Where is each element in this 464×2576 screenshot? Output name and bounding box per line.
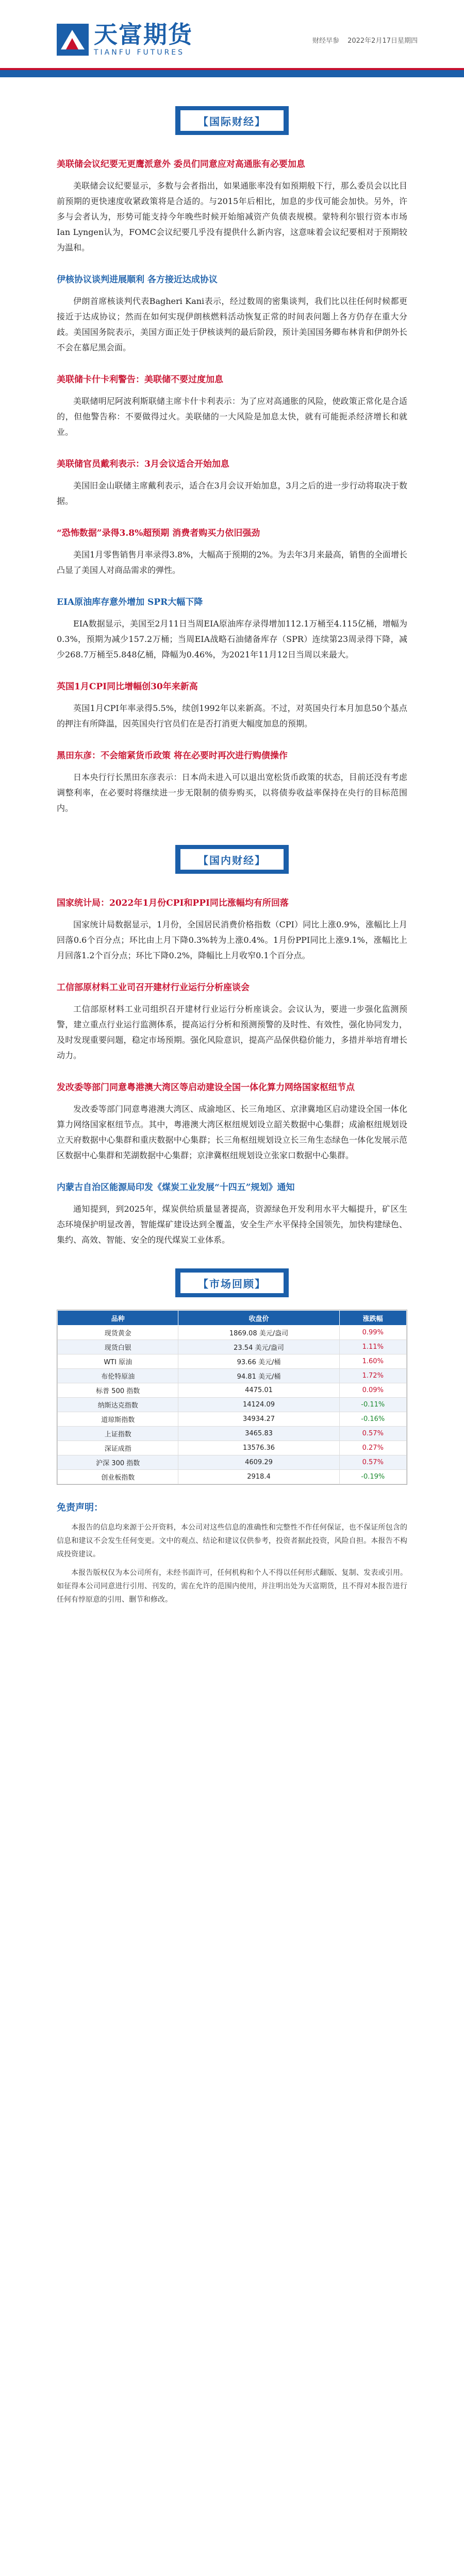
cell-change: -0.16% bbox=[339, 1412, 406, 1427]
section-banner-international bbox=[175, 106, 289, 135]
news-body: EIA数据显示，美国至2月11日当周EIA原油库存录得增加112.1万桶至4.115亿桶，增幅为0.3%，预期为减少157.2万桶；当周EIA战略石油储备库存（SPR）连续第23周录得下降，减少268.7万桶至5.848亿桶，降幅为0.46%，为2021年11月12日当周以来最大。 bbox=[57, 619, 407, 659]
logo-mark-icon bbox=[57, 24, 89, 56]
cell-change: 1.72% bbox=[339, 1369, 406, 1383]
news-title: 美联储会议纪要无更鹰派意外 委员们同意应对高通胀有必要加息 bbox=[57, 159, 305, 170]
news-item bbox=[57, 373, 407, 440]
news-item bbox=[57, 1081, 407, 1163]
report-name: 财经早参 bbox=[312, 37, 339, 45]
cell-name: 纳斯达克指数 bbox=[58, 1398, 178, 1412]
cell-name: 道琼斯指数 bbox=[58, 1412, 178, 1427]
cell-change: 0.99% bbox=[339, 1326, 406, 1340]
table-row bbox=[58, 1383, 407, 1398]
table-row bbox=[58, 1470, 407, 1484]
cell-change: 0.09% bbox=[339, 1383, 406, 1398]
table-row bbox=[58, 1427, 407, 1441]
cell-name: 沪深 300 指数 bbox=[58, 1455, 178, 1470]
news-item bbox=[57, 158, 407, 256]
news-item bbox=[57, 680, 407, 732]
column-header: 收盘价 bbox=[178, 1311, 339, 1326]
brand-name-en: TIANFU FUTURES bbox=[94, 48, 185, 57]
cell-price: 1869.08 美元/盎司 bbox=[178, 1326, 339, 1340]
disclaimer-title: 免责声明： bbox=[57, 1502, 103, 1513]
news-item bbox=[57, 896, 407, 963]
news-body: 通知提到，到2025年，煤炭供给质量显著提高，资源绿色开发利用水平大幅提升，矿区生态环境保护明显改善，智能煤矿建设达到全覆盖，安全生产水平保持全国领先，加快构建绿色、集约、高效、智能、安全的现代煤炭工业体系。 bbox=[57, 1204, 407, 1245]
cell-price: 14124.09 bbox=[178, 1398, 339, 1412]
market-table bbox=[57, 1310, 407, 1485]
header bbox=[0, 0, 464, 77]
news-item bbox=[57, 1181, 407, 1248]
news-body: 伊朗首席核谈判代表Bagheri Kani表示，经过数周的密集谈判，我们比以往任何时候都更接近于达成协议；然而在如何实现伊朗核燃料活动恢复正常的时间表问题上各方仍存在重大分歧。美国国务院表示，美国方面正处于伊核谈判的最后阶段，预计美国国务卿布林肯和伊朗外长不会在慕尼黑会面。 bbox=[57, 296, 407, 352]
cell-name: 上证指数 bbox=[58, 1427, 178, 1441]
market-rows bbox=[58, 1326, 407, 1484]
cell-change: 0.57% bbox=[339, 1455, 406, 1470]
header-meta bbox=[306, 35, 418, 45]
news-title: 黑田东彦：不会缩紧货币政策 将在必要时再次进行购债操作 bbox=[57, 751, 288, 761]
table-row bbox=[58, 1455, 407, 1470]
news-body: 美国旧金山联储主席戴利表示，适合在3月会议开始加息，3月之后的进一步行动将取决于数据。 bbox=[57, 481, 407, 506]
table-row bbox=[58, 1354, 407, 1369]
news-body: 美联储会议纪要显示，多数与会者指出，如果通胀率没有如预期般下行，那么委员会以比目前预期的更快速度收紧政策将是合适的。与2015年后相比，加息的步伐可能会加快。另外，许多与会者认为，形势可能支持今年晚些时候开始缩减资产负债表规模。蒙特利尔银行资本市场Ian Lyngen认为，FOMC会议纪要几乎没有提供什么新内容，这意味着会议纪要相对于预期较为温和。 bbox=[57, 181, 407, 252]
news-item bbox=[57, 457, 407, 509]
brand-name: 天富期货 bbox=[94, 21, 193, 48]
cell-price: 3465.83 bbox=[178, 1427, 339, 1441]
cell-price: 2918.4 bbox=[178, 1470, 339, 1484]
news-item bbox=[57, 596, 407, 663]
cell-price: 4609.29 bbox=[178, 1455, 339, 1470]
column-header: 涨跌幅 bbox=[339, 1311, 406, 1326]
cell-name: 现货黄金 bbox=[58, 1326, 178, 1340]
news-title: 发改委等部门同意粤港澳大湾区等启动建设全国一体化算力网络国家枢纽节点 bbox=[57, 1082, 355, 1093]
cell-price: 34934.27 bbox=[178, 1412, 339, 1427]
news-title: 内蒙古自治区能源局印发《煤炭工业发展“十四五”规划》通知 bbox=[57, 1182, 295, 1193]
news-body: 发改委等部门同意粤港澳大湾区、成渝地区、长三角地区、京津冀地区启动建设全国一体化算力网络国家枢纽节点。其中，粤港澳大湾区枢纽规划设立韶关数据中心集群；成渝枢纽规划设立天府数据中心集群和重庆数据中心集群；长三角枢纽规划设立长三角生态绿色一体化发展示范区数据中心集群和芜湖数据中心集群；京津冀枢纽规划设立张家口数据中心集群。 bbox=[57, 1104, 407, 1160]
cell-name: 创业板指数 bbox=[58, 1470, 178, 1484]
header-rule bbox=[0, 70, 464, 77]
news-body: 国家统计局数据显示，1月份，全国居民消费价格指数（CPI）同比上涨0.9%，涨幅比上月回落0.6个百分点；环比由上月下降0.3%转为上涨0.4%。1月份PPI同比上涨9.1%，涨幅比上月回落1.2个百分点；环比下降0.2%，降幅比上月收窄0.1个百分点。 bbox=[57, 920, 407, 960]
table-row bbox=[58, 1340, 407, 1354]
cell-change: 1.11% bbox=[339, 1340, 406, 1354]
news-body: 英国1月CPI年率录得5.5%，续创1992年以来新高。不过，对英国央行本月加息50个基点的押注有所降温，因英国央行官员们在是否打消更大幅度加息的预期。 bbox=[57, 703, 407, 728]
news-body: 工信部原材料工业司组织召开建材行业运行分析座谈会。会议认为，要进一步强化监测预警，建立重点行业运行监测体系，提高运行分析和预测预警的及时性、有效性，强化协同发力，及时发现重要问题，稳定市场预期。强化风险意识，提高产品保供稳价能力，多措并举培育增长动力。 bbox=[57, 1004, 407, 1060]
news-item bbox=[57, 749, 407, 816]
cell-name: 现货白银 bbox=[58, 1340, 178, 1354]
news-item bbox=[57, 273, 407, 355]
logo bbox=[57, 23, 193, 57]
table-row bbox=[58, 1369, 407, 1383]
section-banner-domestic bbox=[175, 845, 289, 874]
cell-price: 93.66 美元/桶 bbox=[178, 1354, 339, 1369]
content bbox=[0, 106, 464, 1606]
disclaimer-paragraph: 本报告版权仅为本公司所有，未经书面许可，任何机构和个人不得以任何形式翻版、复制、发表或引用。如征得本公司同意进行引用、刊发的，需在允许的范围内使用，并注明出处为天富期货，且不得对本报告进行任何有悖原意的引用、删节和修改。 bbox=[57, 1569, 407, 1604]
news-title: 美联储官员戴利表示：3月会议适合开始加息 bbox=[57, 459, 229, 469]
news-body: 美联储明尼阿波利斯联储主席卡什卡利表示：为了应对高通胀的风险，使政策正常化是合适的，但他警告称：不要做得过火。美联储的一大风险是加息太快，就有可能扼杀经济增长和就业。 bbox=[57, 396, 407, 437]
news-title: 工信部原材料工业司召开建材行业运行分析座谈会 bbox=[57, 982, 250, 993]
table-row bbox=[58, 1412, 407, 1427]
section-title: 【国内财经】 bbox=[179, 848, 285, 871]
disclaimer-paragraph: 本报告的信息均来源于公开资料，本公司对这些信息的准确性和完整性不作任何保证，也不保证所包含的信息和建议不会发生任何变更。文中的观点、结论和建议仅供参考，投资者据此投资，风险自担。本报告不构成投资建议。 bbox=[57, 1523, 407, 1558]
table-row bbox=[58, 1398, 407, 1412]
section-title: 【市场回顾】 bbox=[179, 1272, 285, 1294]
cell-price: 94.81 美元/桶 bbox=[178, 1369, 339, 1383]
cell-name: 布伦特原油 bbox=[58, 1369, 178, 1383]
cell-name: 标普 500 指数 bbox=[58, 1383, 178, 1398]
cell-name: 深证成指 bbox=[58, 1441, 178, 1455]
news-title: 英国1月CPI同比增幅创30年来新高 bbox=[57, 682, 198, 692]
news-title: “恐怖数据”录得3.8%超预期 消费者购买力依旧强劲 bbox=[57, 528, 260, 538]
cell-name: WTI 原油 bbox=[58, 1354, 178, 1369]
section-title: 【国际财经】 bbox=[179, 109, 285, 132]
column-header: 品种 bbox=[58, 1311, 178, 1326]
cell-change: 1.60% bbox=[339, 1354, 406, 1369]
news-body: 美国1月零售销售月率录得3.8%，大幅高于预期的2%。为去年3月来最高，销售的全面增长凸显了美国人对商品需求的弹性。 bbox=[57, 550, 407, 575]
cell-change: -0.19% bbox=[339, 1470, 406, 1484]
section-banner-market bbox=[175, 1268, 289, 1297]
news-item bbox=[57, 981, 407, 1063]
news-item bbox=[57, 527, 407, 578]
cell-change: 0.57% bbox=[339, 1427, 406, 1441]
table-row bbox=[58, 1326, 407, 1340]
cell-price: 23.54 美元/盎司 bbox=[178, 1340, 339, 1354]
news-body: 日本央行行长黑田东彦表示：日本尚未进入可以退出宽松货币政策的状态，目前还没有考虑调整利率，在必要时将继续进一步无限制的债券购买，以将债券收益率保持在央行的目标范围内。 bbox=[57, 772, 407, 813]
news-title: 国家统计局：2022年1月份CPI和PPI同比涨幅均有所回落 bbox=[57, 898, 289, 908]
cell-price: 13576.36 bbox=[178, 1441, 339, 1455]
cell-change: 0.27% bbox=[339, 1441, 406, 1455]
news-title: 伊核协议谈判进展顺利 各方接近达成协议 bbox=[57, 275, 218, 285]
news-title: 美联储卡什卡利警告：美联储不要过度加息 bbox=[57, 375, 223, 385]
cell-price: 4475.01 bbox=[178, 1383, 339, 1398]
report-date: 2022年2月17日星期四 bbox=[347, 37, 418, 45]
news-title: EIA原油库存意外增加 SPR大幅下降 bbox=[57, 597, 203, 607]
cell-change: -0.11% bbox=[339, 1398, 406, 1412]
table-row bbox=[58, 1441, 407, 1455]
